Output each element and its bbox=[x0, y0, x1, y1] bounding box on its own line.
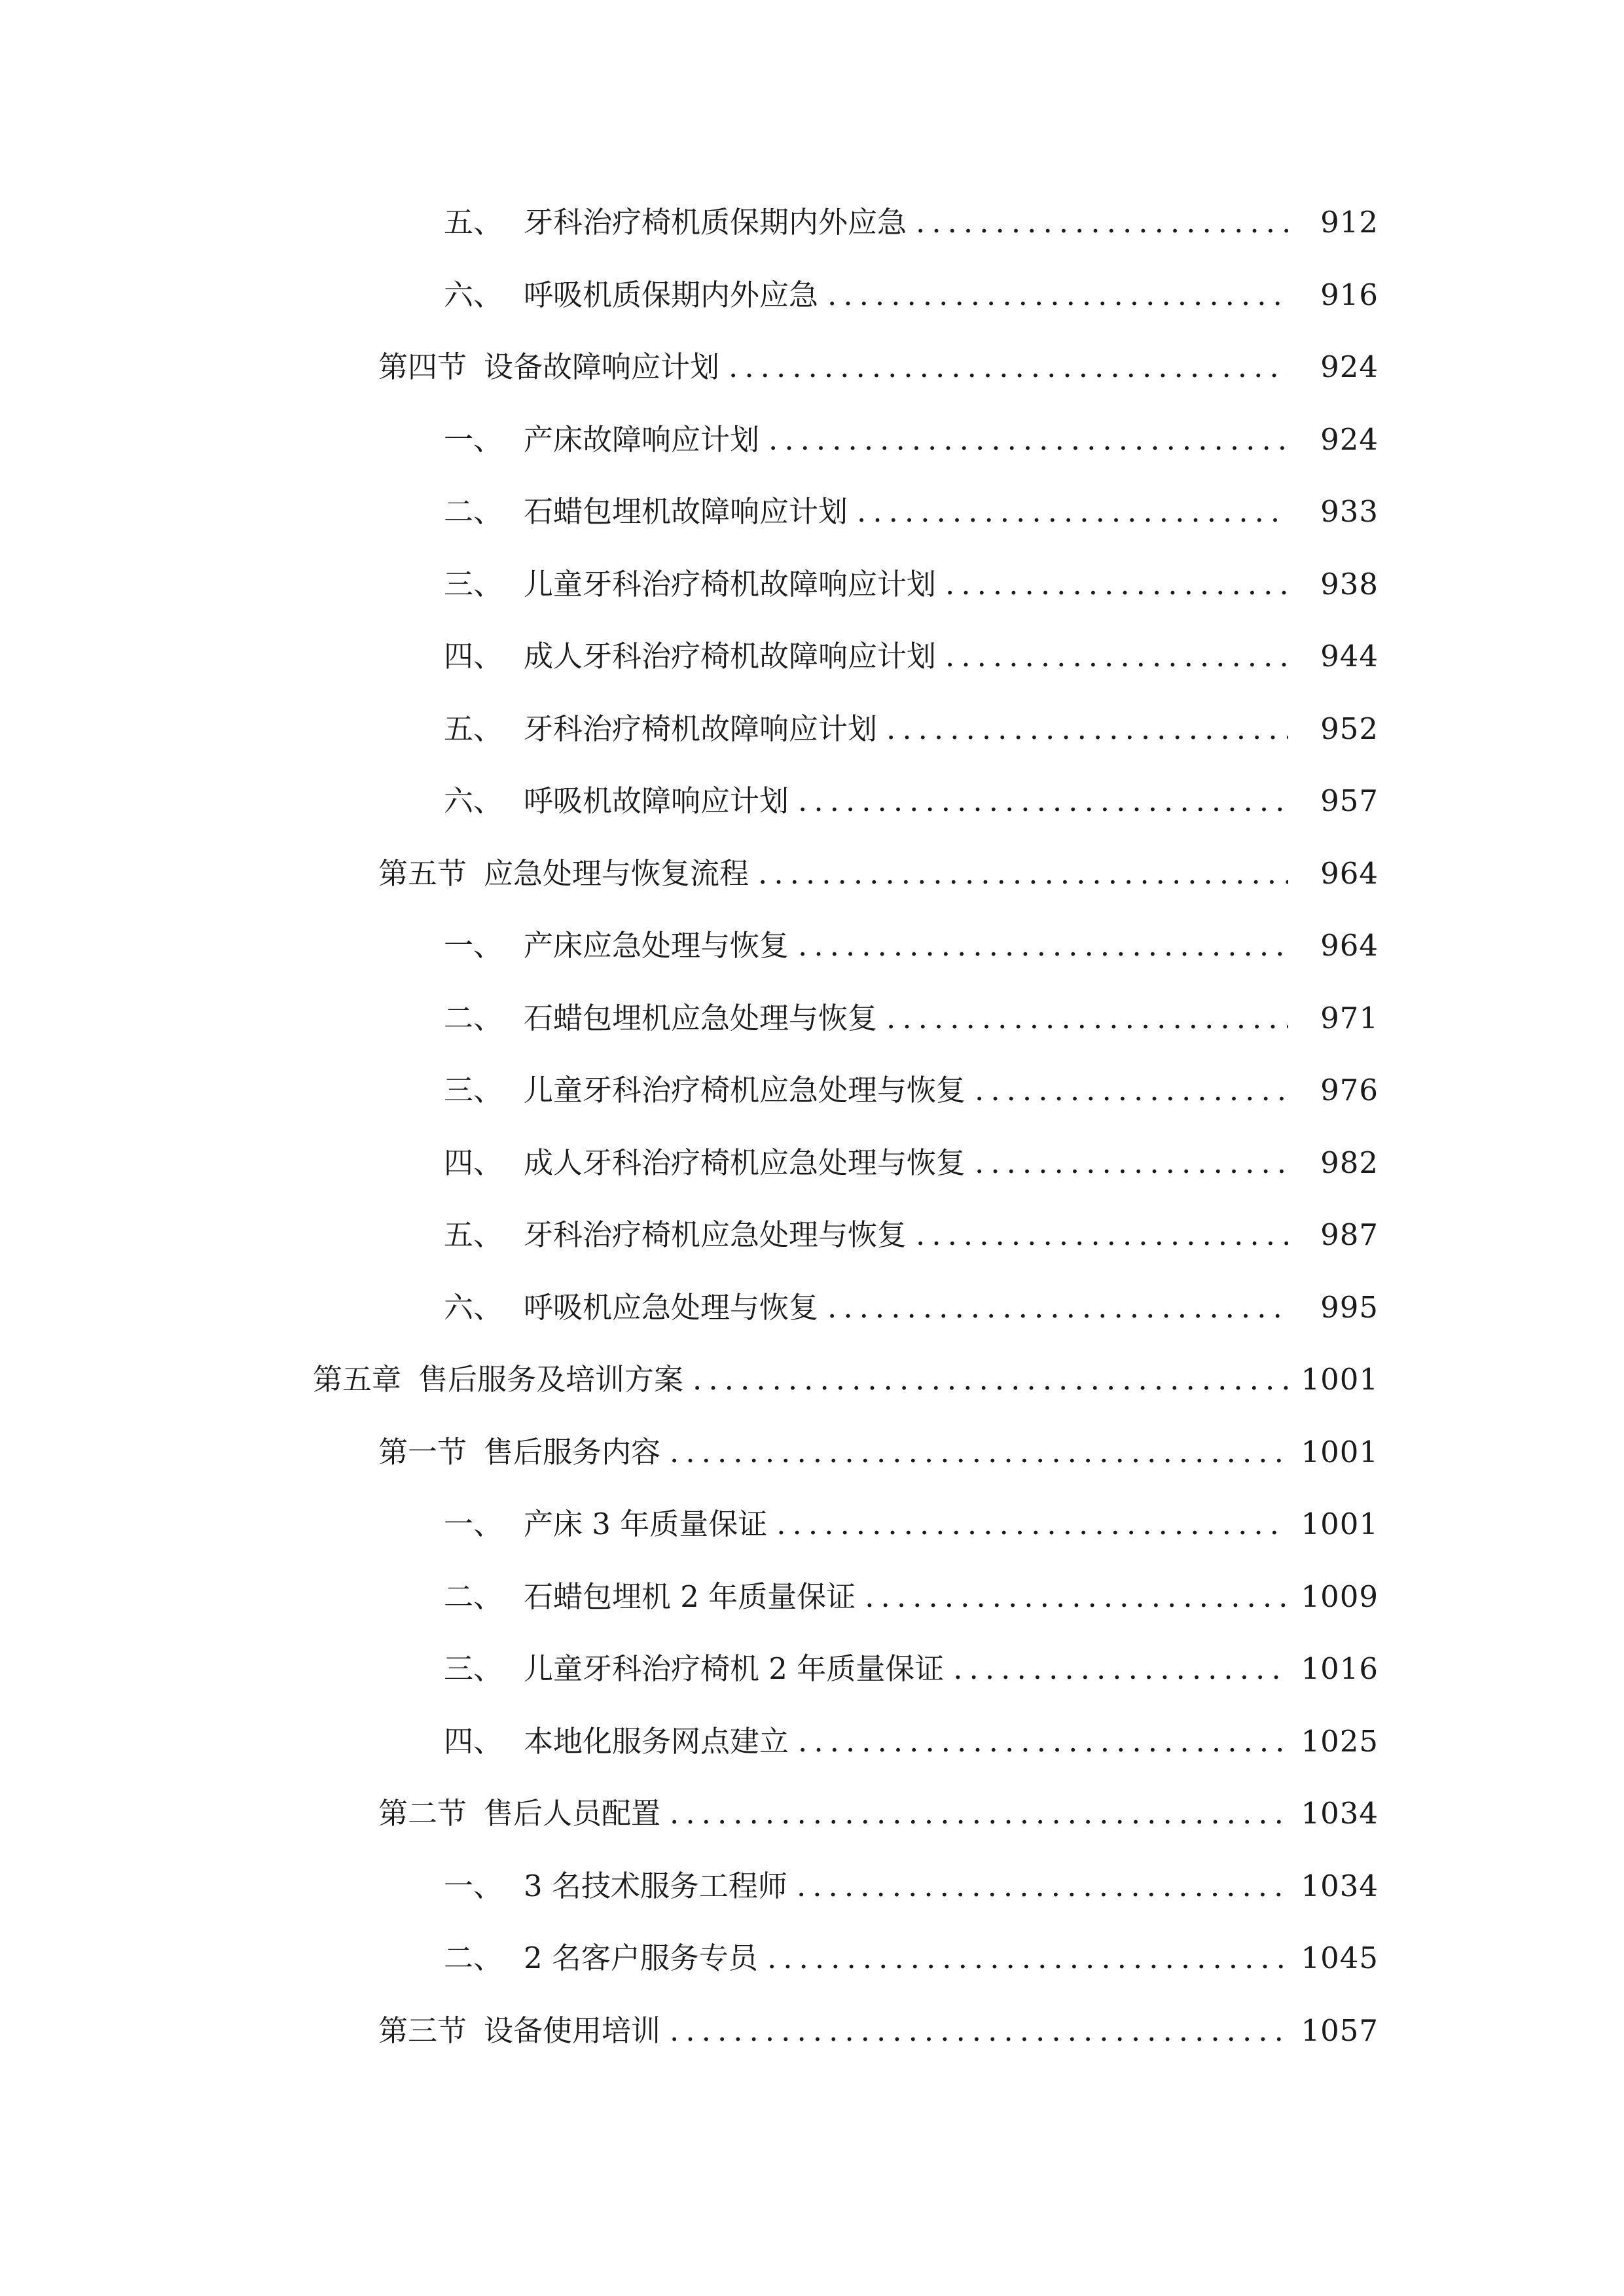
toc-entry[interactable] bbox=[0, 1143, 1624, 1216]
toc-entry-title: 牙科治疗椅机质保期内外应急 bbox=[524, 205, 907, 240]
toc-entry[interactable] bbox=[0, 1939, 1624, 2011]
toc-entry[interactable] bbox=[0, 1722, 1624, 1795]
toc-entry-title: 呼吸机故障响应计划 bbox=[524, 783, 789, 818]
toc-entry-title: 产床 3 年质量保证 bbox=[524, 1507, 768, 1541]
toc-entry-number: 三、 bbox=[444, 1651, 503, 1686]
toc-entry-page-number: 1001 bbox=[1301, 1434, 1379, 1469]
toc-entry-title: 设备使用培训 bbox=[484, 2013, 661, 2048]
toc-entry-number: 五、 bbox=[444, 1217, 503, 1252]
toc-entry[interactable] bbox=[0, 1649, 1624, 1722]
toc-entry[interactable] bbox=[0, 203, 1624, 276]
toc-entry-page-number: 1034 bbox=[1301, 1796, 1379, 1831]
toc-entry-number: 一、 bbox=[444, 1868, 503, 1903]
toc-entry-title: 产床故障响应计划 bbox=[524, 422, 760, 457]
toc-entry-page-number: 944 bbox=[1320, 639, 1379, 673]
toc-entry[interactable] bbox=[0, 1360, 1624, 1433]
toc-entry-title: 应急处理与恢复流程 bbox=[484, 855, 749, 891]
toc-dot-leader bbox=[945, 637, 1288, 676]
toc-entry-page-number: 1001 bbox=[1301, 1507, 1379, 1541]
toc-entry-page-number: 912 bbox=[1320, 205, 1379, 240]
toc-dot-leader bbox=[953, 1649, 1288, 1689]
toc-dot-leader bbox=[797, 1867, 1288, 1906]
toc-entry-page-number: 982 bbox=[1320, 1145, 1379, 1180]
toc-entry[interactable] bbox=[0, 854, 1624, 927]
toc-entry-page-number: 1057 bbox=[1301, 2013, 1379, 2048]
toc-entry-number: 第五节 bbox=[378, 855, 467, 891]
toc-entry-title: 石蜡包埋机故障响应计划 bbox=[524, 494, 848, 529]
toc-dot-leader bbox=[975, 1143, 1288, 1183]
toc-entry-number: 四、 bbox=[444, 1145, 503, 1180]
toc-entry-number: 一、 bbox=[444, 928, 503, 963]
toc-entry[interactable] bbox=[0, 1288, 1624, 1361]
toc-entry[interactable] bbox=[0, 2011, 1624, 2084]
toc-entry-title: 本地化服务网点建立 bbox=[524, 1723, 789, 1759]
toc-entry-title: 产床应急处理与恢复 bbox=[524, 928, 789, 963]
toc-entry-number: 第二节 bbox=[378, 1796, 467, 1831]
toc-entry-title: 3 名技术服务工程师 bbox=[524, 1868, 787, 1903]
toc-dot-leader bbox=[857, 492, 1288, 531]
toc-entry-number: 二、 bbox=[444, 494, 503, 529]
toc-entry[interactable] bbox=[0, 1794, 1624, 1867]
toc-entry-page-number: 976 bbox=[1320, 1073, 1379, 1107]
toc-dot-leader bbox=[827, 276, 1288, 315]
toc-entry[interactable] bbox=[0, 709, 1624, 782]
toc-entry-title: 儿童牙科治疗椅机 2 年质量保证 bbox=[524, 1651, 945, 1686]
toc-entry-page-number: 916 bbox=[1320, 277, 1379, 312]
toc-dot-leader bbox=[767, 1939, 1288, 1978]
toc-entry-number: 二、 bbox=[444, 1941, 503, 1975]
toc-dot-leader bbox=[916, 203, 1288, 242]
toc-entry-title: 呼吸机应急处理与恢复 bbox=[524, 1289, 819, 1325]
toc-entry-title: 石蜡包埋机 2 年质量保证 bbox=[524, 1579, 856, 1614]
toc-entry-title: 呼吸机质保期内外应急 bbox=[524, 277, 819, 312]
toc-entry-number: 二、 bbox=[444, 1000, 503, 1035]
toc-entry-number: 第一节 bbox=[378, 1434, 467, 1469]
toc-dot-leader bbox=[886, 999, 1288, 1038]
toc-entry-number: 第五章 bbox=[313, 1362, 402, 1397]
toc-entry-page-number: 971 bbox=[1320, 1000, 1379, 1035]
toc-entry-title: 设备故障响应计划 bbox=[484, 350, 720, 384]
toc-dot-leader bbox=[776, 1505, 1288, 1544]
toc-entry-number: 四、 bbox=[444, 639, 503, 673]
toc-entry-title: 成人牙科治疗椅机故障响应计划 bbox=[524, 639, 937, 673]
toc-entry-page-number: 987 bbox=[1320, 1217, 1379, 1252]
toc-entry[interactable] bbox=[0, 276, 1624, 348]
toc-dot-leader bbox=[975, 1071, 1288, 1110]
toc-entry-page-number: 964 bbox=[1320, 928, 1379, 963]
toc-dot-leader bbox=[768, 420, 1288, 459]
toc-entry-number: 三、 bbox=[444, 566, 503, 601]
toc-entry-number: 六、 bbox=[444, 1289, 503, 1325]
toc-entry-page-number: 1034 bbox=[1301, 1868, 1379, 1903]
toc-entry-number: 六、 bbox=[444, 277, 503, 312]
toc-entry-number: 六、 bbox=[444, 783, 503, 818]
toc-dot-leader bbox=[693, 1360, 1288, 1399]
toc-dot-leader bbox=[670, 1433, 1288, 1472]
toc-dot-leader bbox=[670, 1794, 1288, 1833]
toc-entry-page-number: 933 bbox=[1320, 494, 1379, 529]
toc-entry-title: 2 名客户服务专员 bbox=[524, 1941, 758, 1975]
toc-entry-title: 儿童牙科治疗椅机应急处理与恢复 bbox=[524, 1073, 966, 1107]
toc-entry[interactable] bbox=[0, 999, 1624, 1071]
toc-dot-leader bbox=[886, 709, 1288, 749]
toc-entry-page-number: 938 bbox=[1320, 566, 1379, 601]
toc-entry-number: 第三节 bbox=[378, 2013, 467, 2048]
toc-entry-title: 石蜡包埋机应急处理与恢复 bbox=[524, 1000, 878, 1035]
toc-dot-leader bbox=[798, 926, 1288, 965]
toc-entry[interactable] bbox=[0, 348, 1624, 420]
toc-entry[interactable] bbox=[0, 565, 1624, 637]
toc-entry[interactable] bbox=[0, 781, 1624, 854]
toc-entry[interactable] bbox=[0, 637, 1624, 709]
toc-entry[interactable] bbox=[0, 1433, 1624, 1505]
toc-dot-leader bbox=[945, 565, 1288, 604]
toc-entry-page-number: 1045 bbox=[1301, 1941, 1379, 1975]
toc-entry[interactable] bbox=[0, 1215, 1624, 1288]
toc-entry-number: 五、 bbox=[444, 205, 503, 240]
toc-entry[interactable] bbox=[0, 420, 1624, 493]
toc-dot-leader bbox=[827, 1288, 1288, 1327]
toc-entry-title: 牙科治疗椅机应急处理与恢复 bbox=[524, 1217, 907, 1252]
toc-dot-leader bbox=[916, 1215, 1288, 1255]
toc-entry-title: 售后服务及培训方案 bbox=[418, 1362, 684, 1397]
table-of-contents bbox=[0, 203, 1624, 2083]
toc-entry-page-number: 924 bbox=[1320, 422, 1379, 457]
toc-dot-leader bbox=[729, 348, 1288, 387]
toc-entry-page-number: 1016 bbox=[1301, 1651, 1379, 1686]
toc-entry-page-number: 1001 bbox=[1301, 1362, 1379, 1397]
toc-entry-page-number: 924 bbox=[1320, 350, 1379, 384]
toc-entry-title: 售后服务内容 bbox=[484, 1434, 661, 1469]
toc-entry-page-number: 957 bbox=[1320, 783, 1379, 818]
toc-entry-title: 牙科治疗椅机故障响应计划 bbox=[524, 711, 878, 746]
toc-dot-leader bbox=[865, 1577, 1288, 1617]
toc-entry-title: 儿童牙科治疗椅机故障响应计划 bbox=[524, 566, 937, 601]
toc-entry-page-number: 995 bbox=[1320, 1289, 1379, 1325]
toc-dot-leader bbox=[798, 781, 1288, 821]
toc-entry[interactable] bbox=[0, 1867, 1624, 1939]
toc-entry-number: 一、 bbox=[444, 422, 503, 457]
toc-dot-leader bbox=[670, 2011, 1288, 2051]
toc-entry-number: 二、 bbox=[444, 1579, 503, 1614]
toc-entry-title: 售后人员配置 bbox=[484, 1796, 661, 1831]
toc-entry-number: 一、 bbox=[444, 1507, 503, 1541]
toc-dot-leader bbox=[758, 854, 1288, 893]
toc-entry-page-number: 964 bbox=[1320, 855, 1379, 891]
toc-entry-page-number: 952 bbox=[1320, 711, 1379, 746]
toc-entry[interactable] bbox=[0, 1071, 1624, 1143]
toc-entry[interactable] bbox=[0, 1505, 1624, 1577]
toc-entry-number: 五、 bbox=[444, 711, 503, 746]
toc-entry-number: 第四节 bbox=[378, 350, 467, 384]
toc-entry[interactable] bbox=[0, 926, 1624, 999]
toc-entry-title: 成人牙科治疗椅机应急处理与恢复 bbox=[524, 1145, 966, 1180]
toc-entry-number: 三、 bbox=[444, 1073, 503, 1107]
toc-dot-leader bbox=[798, 1722, 1288, 1761]
toc-entry[interactable] bbox=[0, 492, 1624, 565]
toc-entry-number: 四、 bbox=[444, 1723, 503, 1759]
toc-entry-page-number: 1009 bbox=[1301, 1579, 1379, 1614]
toc-entry[interactable] bbox=[0, 1577, 1624, 1650]
toc-entry-page-number: 1025 bbox=[1301, 1723, 1379, 1759]
